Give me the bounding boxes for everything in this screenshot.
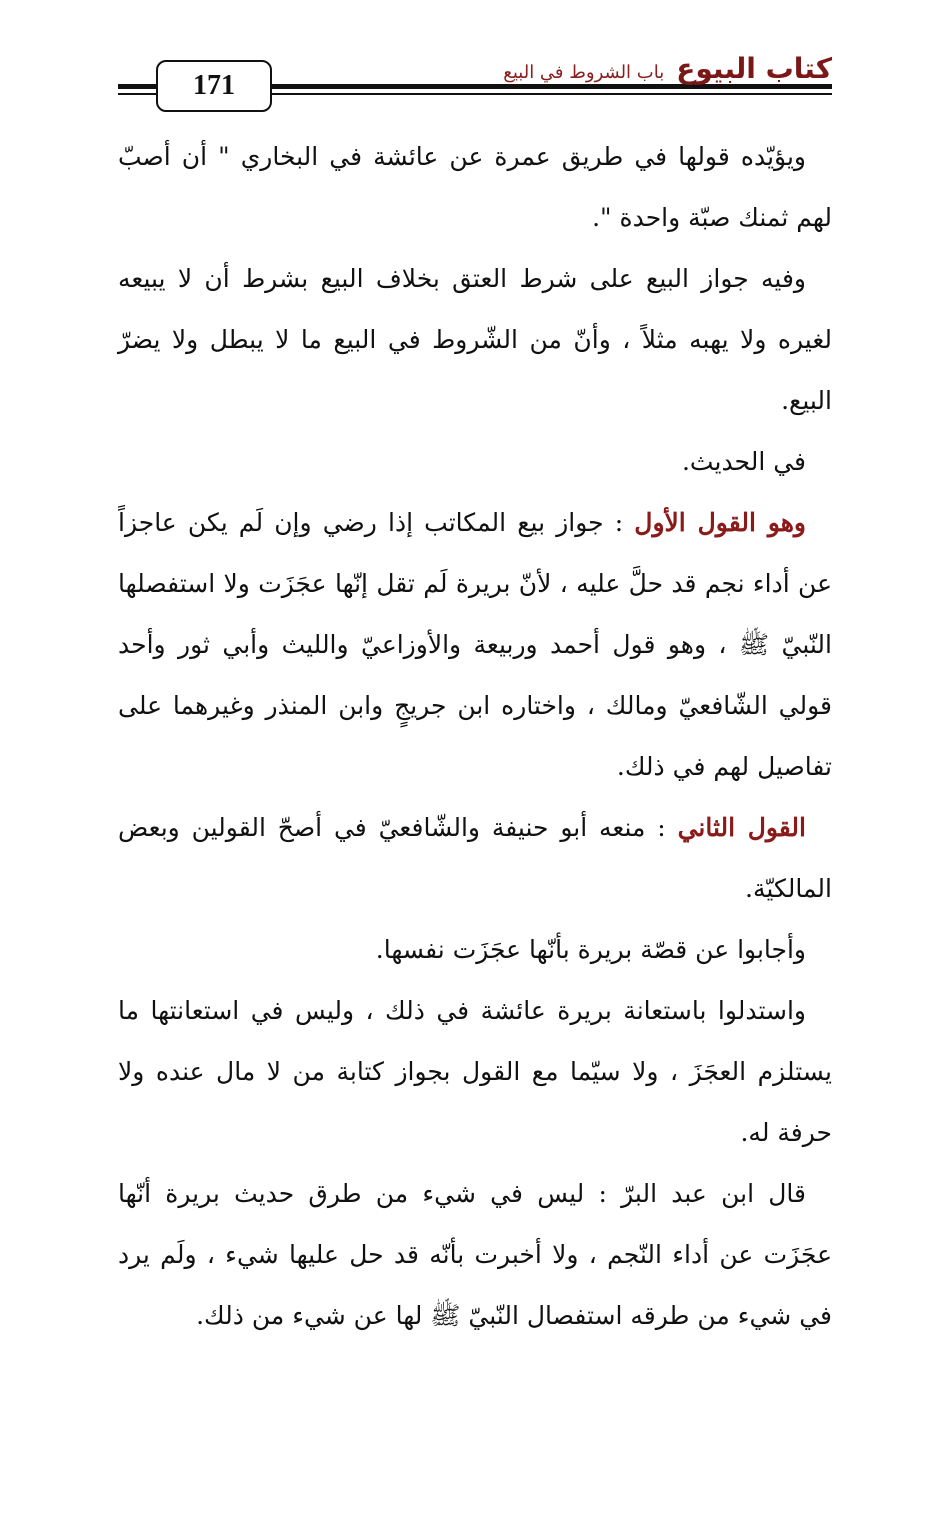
paragraph-text: وفيه جواز البيع على شرط العتق بخلاف البيع بشرط أن لا يبيعه لغيره ولا يهبه مثلاً ، وأنّ من الشّروط في البيع ما لا يبطل ولا يضرّ البيع. (118, 264, 832, 415)
paragraph-text: في الحديث. (681, 447, 806, 476)
paragraph-6 (118, 919, 832, 980)
book-title: كتاب البيوع (676, 52, 832, 85)
paragraph-8 (118, 1163, 832, 1346)
paragraph-text: وأجابوا عن قصّة بريرة بأنّها عجَزَت نفسها. (375, 935, 806, 964)
paragraph-4 (118, 492, 832, 797)
chapter-title: باب الشروط في البيع (503, 62, 665, 83)
paragraph-2 (118, 248, 832, 431)
second-opinion-heading: القول الثاني (677, 813, 806, 842)
paragraph-text: ويؤيّده قولها في طريق عمرة عن عائشة في البخاري " أن أصبّ لهم ثمنك صبّة واحدة ". (118, 142, 832, 232)
paragraph-text: قال ابن عبد البرّ : ليس في شيء من طرق حديث بريرة أنّها عجَزَت عن أداء النّجم ، ولا أخبرت بأنّه قد حل عليها شيء ، ولَم يرد في شيء من طرقه استفصال النّبيّ ﷺ لها عن شيء من ذلك. (118, 1179, 832, 1330)
paragraph-text: : جواز بيع المكاتب إذا رضي وإن لَم يكن عاجزاً عن أداء نجم قد حلَّ عليه ، لأنّ بريرة لَم تقل إنّها عجَزَت ولا استفصلها النّبيّ ﷺ ، وهو قول أحمد وربيعة والأوزاعيّ والليث وأبي ثور وأحد قولي الشّافعيّ ومالك ، واختاره ابن جريجٍ وابن المنذر وغيرهما على تفاصيل لهم في ذلك. (118, 508, 832, 781)
page-number-box (156, 60, 272, 112)
first-opinion-heading: وهو القول الأول (634, 508, 806, 537)
paragraph-5 (118, 797, 832, 919)
running-header (503, 52, 832, 85)
page-body (118, 126, 832, 1346)
paragraph-3 (118, 431, 832, 492)
page-header (0, 0, 945, 120)
paragraph-text: : منعه أبو حنيفة والشّافعيّ في أصحّ القولين وبعض المالكيّة. (118, 813, 832, 903)
paragraph-text: واستدلوا باستعانة بريرة عائشة في ذلك ، وليس في استعانتها ما يستلزم العجَزَ ، ولا سيّما مع القول بجواز كتابة من لا مال عنده ولا حرفة له. (118, 996, 832, 1147)
paragraph-7 (118, 980, 832, 1163)
paragraph-1 (118, 126, 832, 248)
page-number: 171 (193, 70, 235, 101)
